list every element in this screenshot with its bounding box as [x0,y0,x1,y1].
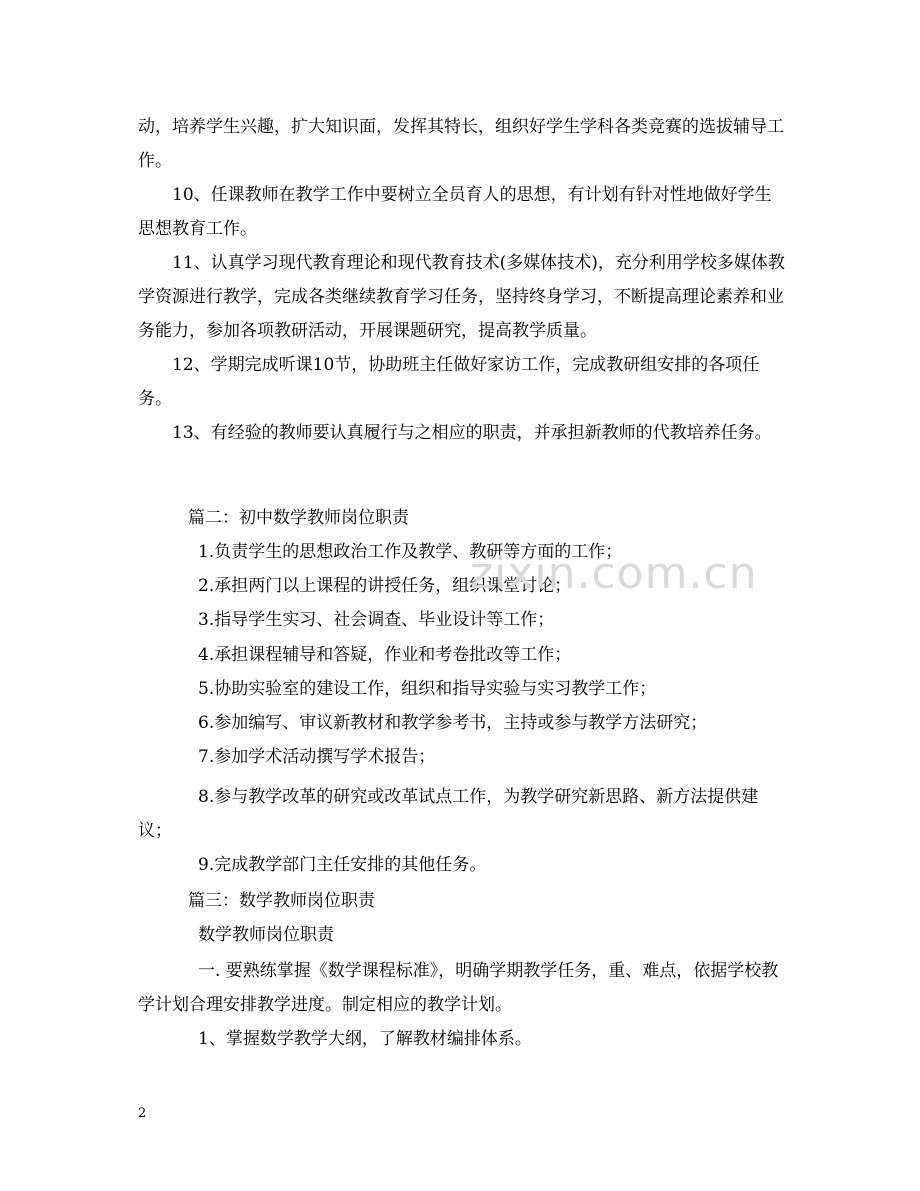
section2-item: 9.完成教学部门主任安排的其他任务。 [198,855,487,875]
section2-item: 2.承担两门以上课程的讲授任务，组织课堂讨论； [198,576,572,596]
paragraph-item-12: 12、学期完成听课10节，协助班主任做好家访工作，完成教研组安排的各项任务。 [138,355,760,409]
paragraph-item-13: 13、有经验的教师要认真履行与之相应的职责，并承担新教师的代教培养任务。 [172,423,772,443]
paragraph-item-11: 11、认真学习现代教育理论和现代教育技术(多媒体技术)，充分利用学校多媒体教学资源进行教学，完成各类继续教育学习任务，坚持终身学习，不断提高理论素养和业务能力，参加各项教研活动，开展课题研究，提高教学质量。 [138,253,785,341]
section3-paragraph: 一. 要熟练掌握《数学课程标准》，明确学期教学任务，重、难点，依据学校教学计划合理安排教学进度。制定相应的教学计划。 [138,961,779,1015]
watermark: zixin.com.cn [470,548,758,599]
section2-item: 7.参加学术活动撰写学术报告； [198,747,436,767]
section2-heading: 篇二：初中数学教师岗位职责 [188,508,409,528]
section3-paragraph: 1、掌握数学教学大纲，了解教材编排体系。 [198,1029,532,1049]
section2-item: 3.指导学生实习、社会调查、毕业设计等工作； [198,610,555,630]
page-number: 2 [138,1106,147,1121]
section3-heading: 篇三：数学教师岗位职责 [188,891,375,911]
section2-item: 1.负责学生的思想政治工作及教学、教研等方面的工作； [198,542,623,562]
section3-subtitle: 数学教师岗位职责 [198,925,334,945]
section2-item: 5.协助实验室的建设工作，组织和指导实验与实习教学工作； [198,679,657,699]
paragraph-item-10: 10、任课教师在教学工作中要树立全员育人的思想，有计划有针对性地做好学生思想教育工作。 [138,185,772,239]
section2-item: 8.参与教学改革的研究或改革试点工作，为教学研究新思路、新方法提供建议； [138,787,759,841]
section2-item: 4.承担课程辅导和答疑，作业和考卷批改等工作； [198,645,572,665]
section2-item: 6.参加编写、审议新教材和教学参考书，主持或参与教学方法研究； [198,713,708,733]
paragraph-continuation: 动，培养学生兴趣，扩大知识面，发挥其特长，组织好学生学科各类竞赛的选拔辅导工作。 [138,117,784,171]
